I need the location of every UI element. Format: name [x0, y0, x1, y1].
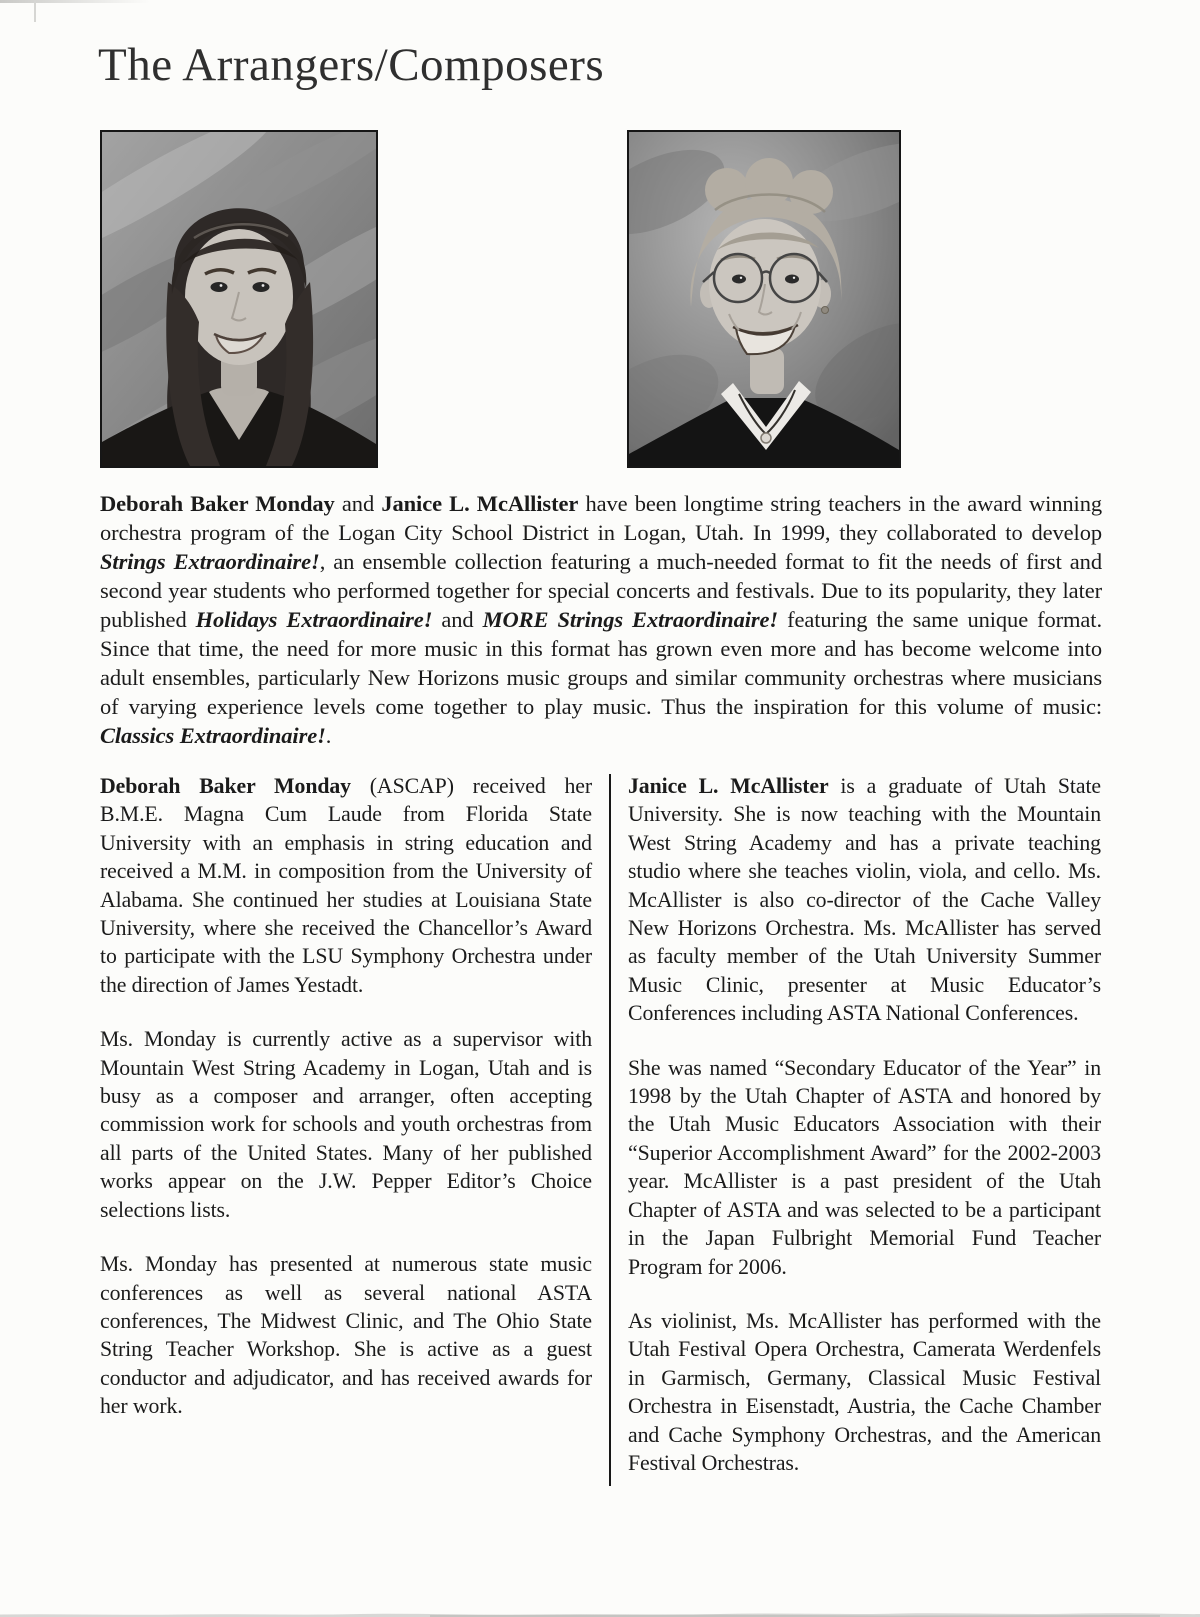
right-column-mcallister-bio	[628, 772, 1101, 1503]
emphasized-text: Deborah Baker Monday	[100, 491, 335, 516]
emphasized-text: Strings Extraordinaire!	[100, 549, 320, 574]
body-text: .	[325, 723, 332, 748]
column-divider	[609, 774, 611, 1486]
emphasized-text: Janice L. McAllister	[628, 774, 829, 798]
body-text: is a graduate of Utah State University. She is now teaching with the Mountain West String Academy and has a private teaching studio where she teaches violin, viola, and cello. Ms. McAllister is also co-director of the Cache Valley New Horizons Orchestra. Ms. McAllister has served as faculty member of the Utah University Summer Music Clinic, presenter at Music Educator’s Conferences including ASTA National Conferences.	[628, 774, 1101, 1026]
body-text: , an ensemble collection featuring a much-needed format to fit the needs of first and second year students who performed together for special concerts and festivals. Due to its popularity, they later published	[100, 549, 1102, 632]
scan-artifact-bottom-edge	[0, 1609, 1200, 1617]
bio-paragraph	[628, 1054, 1101, 1281]
body-text: and	[432, 607, 483, 632]
body-text: Ms. Monday has presented at numerous state music conferences as well as several national ASTA conferences, The Midwest Clinic, and The Ohio State String Teacher Workshop. She is active as a guest conductor and adjudicator, and has received awards for her work.	[100, 1252, 592, 1419]
portrait-photo-mcallister	[627, 130, 901, 468]
body-text: have been longtime string teachers in the award winning orchestra program of the Logan City School District in Logan, Utah. In 1999, they collaborated to develop	[100, 491, 1102, 545]
body-text: Ms. Monday is currently active as a supervisor with Mountain West String Academy in Logan, Utah and is busy as a composer and arranger, often accepting commission work for schools and youth orchestras from all parts of the United States. Many of her published works appear on the J.W. Pepper Editor’s Choice selections lists.	[100, 1027, 592, 1222]
intro-paragraph	[100, 489, 1102, 750]
portrait-mcallister-illustration	[629, 132, 899, 466]
portrait-photo-monday	[100, 130, 378, 468]
body-text: and	[334, 491, 382, 516]
emphasized-text: MORE Strings Extraordinaire!	[482, 607, 779, 632]
bio-paragraph	[628, 1307, 1101, 1477]
body-text: featuring the same unique format. Since that time, the need for more music in this format has grown even more and has become welcome into adult ensembles, particularly New Horizons music groups and similar community orchestras where musicians of varying experience levels come together to play music. Thus the inspiration for this volume of music:	[100, 607, 1102, 719]
emphasized-text: Janice L. McAllister	[381, 491, 579, 516]
portrait-monday-illustration	[102, 132, 376, 466]
left-column-monday-bio	[100, 772, 592, 1447]
scan-artifact-top-line	[34, 0, 36, 22]
bio-paragraph	[628, 772, 1101, 1028]
page-title: The Arrangers/Composers	[98, 39, 605, 91]
body-text: She was named “Secondary Educator of the Year” in 1998 by the Utah Chapter of ASTA and honored by the Utah Music Educators Association with their “Superior Accomplishment Award” for the 2002-2003 year. McAllister is a past president of the Utah Chapter of ASTA and was selected to be a participant in the Japan Fulbright Memorial Fund Teacher Program for 2006.	[628, 1055, 1101, 1279]
body-text: As violinist, Ms. McAllister has performed with the Utah Festival Opera Orchestra, Camerata Werdenfels in Garmisch, Germany, Classical Music Festival Orchestra in Eisenstadt, Austria, the Cache Chamber and Cache Symphony Orchestras, and the American Festival Orchestras.	[628, 1308, 1101, 1475]
bio-paragraph	[100, 772, 592, 999]
body-text: (ASCAP) received her B.M.E. Magna Cum Laude from Florida State University with an emphasis in string education and received a M.M. in composition from the University of Alabama. She continued her studies at Louisiana State University, where she received the Chancellor’s Award to participate with the LSU Symphony Orchestra under the direction of James Yestadt.	[100, 774, 592, 997]
emphasized-text: Holidays Extraordinaire!	[195, 607, 433, 632]
scan-artifact-top	[0, 0, 150, 3]
bio-paragraph	[100, 1025, 592, 1224]
bio-paragraph	[100, 1250, 592, 1420]
emphasized-text: Classics Extraordinaire!	[100, 723, 326, 748]
emphasized-text: Deborah Baker Monday	[100, 774, 351, 798]
